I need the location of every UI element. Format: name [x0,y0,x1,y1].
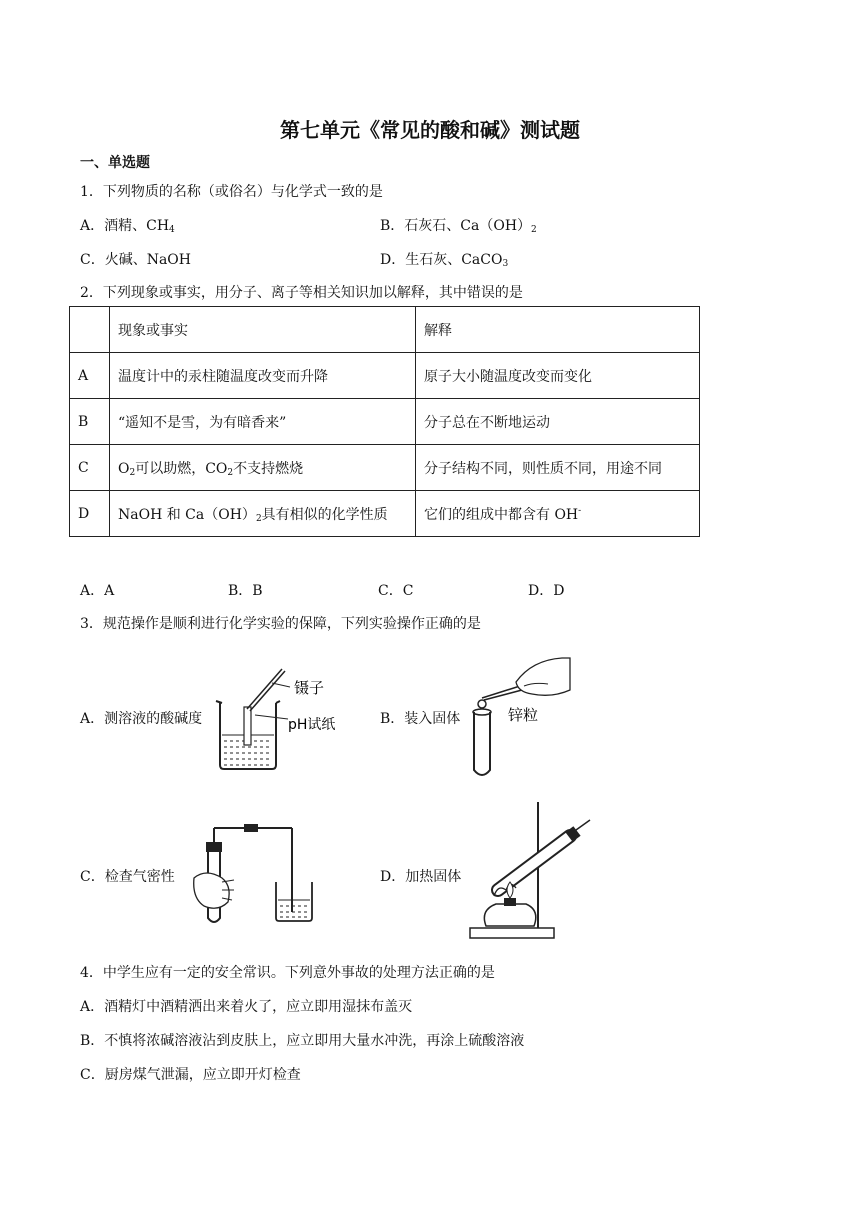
zinc-label: 锌粒 [508,706,539,724]
table-row [70,353,700,399]
q1-option-a[interactable]: A．酒精、$CH_4$ [80,218,175,235]
q1-option-b[interactable]: B．石灰石、$Ca(OH)_2$ [380,218,537,235]
header-explain: 解释 [416,307,700,353]
row-explain: 分子总在不断地运动 [416,399,700,445]
q4-option-a[interactable]: A．酒精灯中酒精洒出来着火了，应立即用湿抹布盖灭 [80,999,413,1015]
row-fact: 温度计中的汞柱随温度改变而升降 [110,353,416,399]
q2-table [69,306,700,537]
q3-option-b[interactable]: B．装入固体 [380,711,461,727]
airtight-figure [188,820,333,930]
row-fact: “遥知不是雪，为有暗香来” [110,399,416,445]
q3-option-c[interactable]: C．检查气密性 [80,869,175,885]
q1-option-d[interactable]: D．生石灰、CaCO$_3$ [380,252,509,269]
header-fact: 现象或事实 [110,307,416,353]
row-explain: 它们的组成中都含有 OH- [416,491,700,537]
q2-option-a[interactable]: A．A [80,583,115,599]
question-4-stem: 4．中学生应有一定的安全常识。下列意外事故的处理方法正确的是 [80,965,495,981]
question-3-stem: 3．规范操作是顺利进行化学实验的保障，下列实验操作正确的是 [80,616,481,632]
table-row [70,399,700,445]
row-fact: NaOH 和 $Ca(OH)_2$具有相似的化学性质 [110,491,416,537]
table-header-row [70,307,700,353]
row-key: D [70,491,110,537]
table-row [70,445,700,491]
ph-test-figure [210,665,360,775]
q4-option-b[interactable]: B．不慎将浓碱溶液沾到皮肤上，应立即用大量水冲洗，再涂上硫酸溶液 [80,1033,525,1049]
page-title: 第七单元《常见的酸和碱》测试题 [280,118,580,142]
section-heading: 一、单选题 [80,155,150,171]
q3-option-d[interactable]: D．加热固体 [380,869,462,885]
row-fact: $O_2$可以助燃，$CO_2$不支持燃烧 [110,445,416,491]
question-1-stem: 1．下列物质的名称（或俗名）与化学式一致的是 [80,184,383,200]
q2-option-c[interactable]: C．C [378,583,414,599]
row-explain: 分子结构不同，则性质不同，用途不同 [416,445,700,491]
row-key: A [70,353,110,399]
row-explain: 原子大小随温度改变而变化 [416,353,700,399]
q4-option-c[interactable]: C．厨房煤气泄漏，应立即开灯检查 [80,1067,301,1083]
zinc-tube-figure [462,652,582,782]
tweezers-label: 镊子 [294,679,325,697]
heating-figure [440,800,600,946]
table-row [70,491,700,537]
q2-option-d[interactable]: D．D [528,583,565,599]
row-key: C [70,445,110,491]
ph-paper-label: pH试纸 [288,717,336,733]
q3-option-a[interactable]: A．测溶液的酸碱度 [80,711,203,727]
row-key: B [70,399,110,445]
q2-option-b[interactable]: B．B [228,583,263,599]
q1-option-c[interactable]: C．火碱、NaOH [80,252,191,268]
question-2-stem: 2．下列现象或事实，用分子、离子等相关知识加以解释，其中错误的是 [80,285,523,301]
